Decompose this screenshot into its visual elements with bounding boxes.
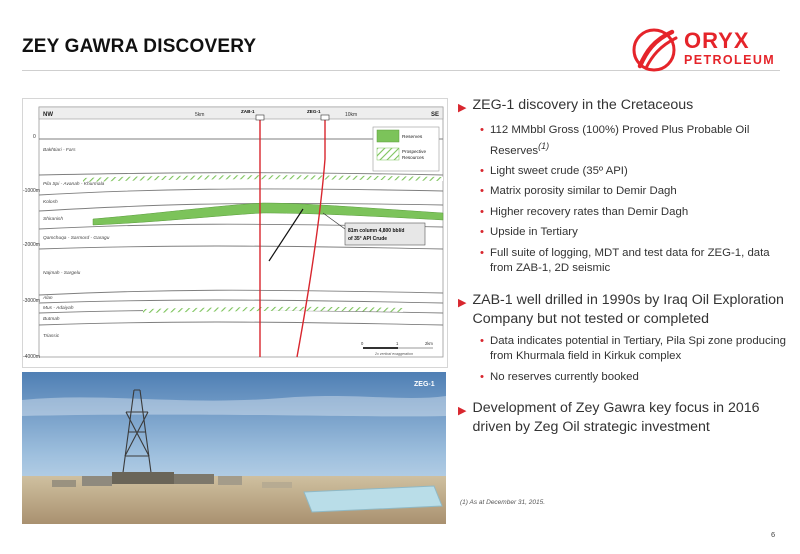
formation-7: Alan <box>43 296 53 301</box>
legend-prospective-label-1: Prospective <box>402 149 427 154</box>
bullet-list <box>458 96 788 442</box>
label-well-zab: ZAB-1 <box>241 109 255 114</box>
legend-reserves-label: Reserves <box>402 135 423 140</box>
formation-9: Butmah <box>43 317 60 322</box>
formation-5: Qamchuqa - Sarmord - Garagu <box>43 236 110 241</box>
zeg-1-site-photo <box>22 372 446 524</box>
footnote: (1) As at December 31, 2015. <box>460 499 546 506</box>
svg-text:0: 0 <box>361 341 364 346</box>
depth-label-2000: -2000m <box>23 242 40 248</box>
formation-3: Kolosh <box>43 200 58 205</box>
arrow-right-icon: ▶ <box>458 405 467 418</box>
sub-bullet: • Matrix porosity similar to Demir Dagh <box>480 185 677 198</box>
legend-prospective-label-2: Resources <box>402 155 424 160</box>
label-well-zeg: ZEG-1 <box>307 109 321 114</box>
photo-label: ZEG-1 <box>414 381 435 388</box>
label-nw: NW <box>43 112 53 118</box>
sub-bullet: • Light sweet crude (35º API) <box>480 164 628 177</box>
sub-bullet-list-2 <box>458 334 788 386</box>
callout-line-2: of 35° API Crude <box>348 236 388 242</box>
sub-bullet: • Upside in Tertiary <box>480 226 578 239</box>
label-5km: 5km <box>195 112 205 118</box>
oryx-logo <box>632 26 782 74</box>
arrow-right-icon: ▶ <box>458 296 467 309</box>
sub-bullet: • Data indicates potential in Tertiary, Pila Spi zone producing from Khurmala field in Kirkuk complex <box>480 334 786 363</box>
legend-prospective-swatch <box>377 148 399 160</box>
formation-4: Shiranish <box>43 217 63 222</box>
oryx-horn-icon <box>632 26 682 74</box>
svg-text:2x vertical exaggeration: 2x vertical exaggeration <box>375 352 413 356</box>
callout-line-1: 81m column 4,800 bbl/d <box>348 228 405 234</box>
depth-label-3000: -3000m <box>23 298 40 304</box>
page-number: 6 <box>771 530 776 539</box>
legend-reserves-swatch <box>377 130 399 142</box>
logo-wordmark: ORYX <box>684 28 750 53</box>
sub-bullet-list-1 <box>458 123 788 277</box>
logo-subtitle: PETROLEUM <box>684 53 776 67</box>
formation-6: Najmah - Sargelu <box>43 271 81 276</box>
sub-bullet: • Higher recovery rates than Demir Dagh <box>480 205 689 218</box>
main-bullet-1: ▶ ZEG-1 discovery in the Cretaceous <box>458 96 788 118</box>
depth-label-4000: -4000m <box>23 354 40 360</box>
depth-label-1000: -1000m <box>23 188 40 194</box>
formation-10: Triassic <box>43 334 60 339</box>
formation-1: Bakhtiari - Fars <box>43 148 76 153</box>
arrow-right-icon: ▶ <box>458 102 467 114</box>
sub-bullet: • Full suite of logging, MDT and test data for ZEG-1, data from ZAB-1, 2D seismic <box>480 246 770 275</box>
depth-label-0: 0 <box>33 134 36 140</box>
geological-cross-section <box>22 98 448 368</box>
sub-bullet: • 112 MMbbl Gross (100%) Proved Plus Probable Oil Reserves$^{(1)}$ <box>480 124 750 157</box>
formation-2: Pila Spi - Avanah - Khurmala <box>43 182 105 187</box>
svg-text:2km: 2km <box>425 341 433 346</box>
page-title: ZEY GAWRA DISCOVERY <box>22 36 257 57</box>
sub-bullet: • No reserves currently booked <box>480 370 639 383</box>
label-se: SE <box>431 112 440 118</box>
main-bullet-3: ▶ Development of Zey Gawra key focus in 2016 driven by Zeg Oil strategic investment <box>458 400 760 436</box>
formation-8: Mus - Adaiyah <box>43 306 74 311</box>
label-10km: 10km <box>345 112 358 118</box>
main-bullet-2: ▶ ZAB-1 well drilled in 1990s by Iraq Oil Exploration Company but not tested or completed <box>458 291 784 327</box>
svg-text:1: 1 <box>396 341 399 346</box>
